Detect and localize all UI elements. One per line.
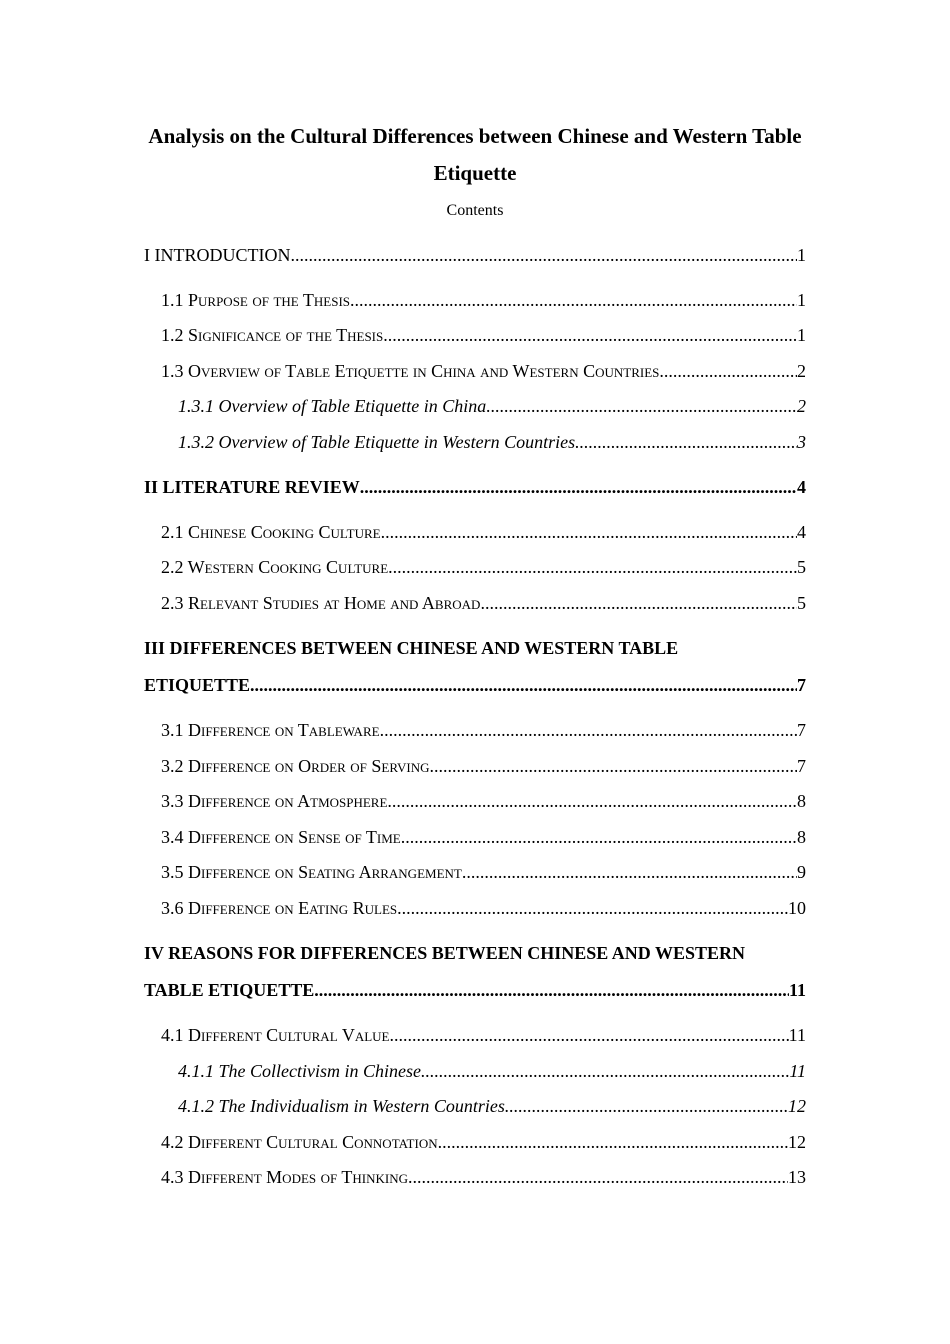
contents-heading: Contents xyxy=(446,202,504,219)
toc-entry-4-1[interactable]: 4.1 Different Cultural Value ..... 11 xyxy=(161,1023,806,1047)
toc-entry-1-2[interactable]: 1.2 Significance of the Thesis ..... 1 xyxy=(161,323,806,347)
toc-entry-2-3[interactable]: 2.3 Relevant Studies at Home and Abroad ..... 5 xyxy=(161,591,806,615)
toc-entry-2-1[interactable]: 2.1 Chinese Cooking Culture ..... 4 xyxy=(161,520,806,544)
toc-entry-differences-line1[interactable]: III DIFFERENCES BETWEEN CHINESE AND WESTERN TABLE xyxy=(144,638,679,658)
toc-entry-3-6[interactable]: 3.6 Difference on Eating Rules ..... 10 xyxy=(161,896,806,920)
toc-entry-literature-review[interactable]: II LITERATURE REVIEW ..... 4 xyxy=(144,475,806,499)
toc-entry-differences[interactable]: ETIQUETTE ..... 7 xyxy=(144,673,806,697)
toc-entry-1-3-2[interactable]: 1.3.2 Overview of Table Etiquette in Western Countries ..... 3 xyxy=(178,430,806,454)
toc-entry-1-3-1[interactable]: 1.3.1 Overview of Table Etiquette in China ..... 2 xyxy=(178,394,806,418)
toc-entry-4-2[interactable]: 4.2 Different Cultural Connotation ..... 12 xyxy=(161,1130,806,1154)
toc-entry-4-1-2[interactable]: 4.1.2 The Individualism in Western Countries ..... 12 xyxy=(178,1094,806,1118)
toc-entry-3-3[interactable]: 3.3 Difference on Atmosphere ..... 8 xyxy=(161,789,806,813)
toc-entry-2-2[interactable]: 2.2 Western Cooking Culture ..... 5 xyxy=(161,555,806,579)
toc-entry-3-5[interactable]: 3.5 Difference on Seating Arrangement ..... 9 xyxy=(161,860,806,884)
toc-entry-introduction[interactable]: I INTRODUCTION ..... 1 xyxy=(144,243,806,267)
toc-entry-3-1[interactable]: 3.1 Difference on Tableware ..... 7 xyxy=(161,718,806,742)
toc-entry-4-3[interactable]: 4.3 Different Modes of Thinking ..... 13 xyxy=(161,1165,806,1189)
toc-entry-1-1[interactable]: 1.1 Purpose of the Thesis ..... 1 xyxy=(161,288,806,312)
toc-entry-reasons-line1[interactable]: IV REASONS FOR DIFFERENCES BETWEEN CHINESE AND WESTERN xyxy=(144,943,745,963)
document-title: Analysis on the Cultural Differences between Chinese and Western Table Etiquette xyxy=(148,124,802,185)
toc-entry-4-1-1[interactable]: 4.1.1 The Collectivism in Chinese ..... 11 xyxy=(178,1059,806,1083)
toc-entry-3-2[interactable]: 3.2 Difference on Order of Serving ..... 7 xyxy=(161,754,806,778)
toc-entry-1-3[interactable]: 1.3 Overview of Table Etiquette in China and Western Countries ..... 2 xyxy=(161,359,806,383)
toc-entry-reasons[interactable]: TABLE ETIQUETTE ..... 11 xyxy=(144,978,806,1002)
toc-entry-3-4[interactable]: 3.4 Difference on Sense of Time ..... 8 xyxy=(161,825,806,849)
